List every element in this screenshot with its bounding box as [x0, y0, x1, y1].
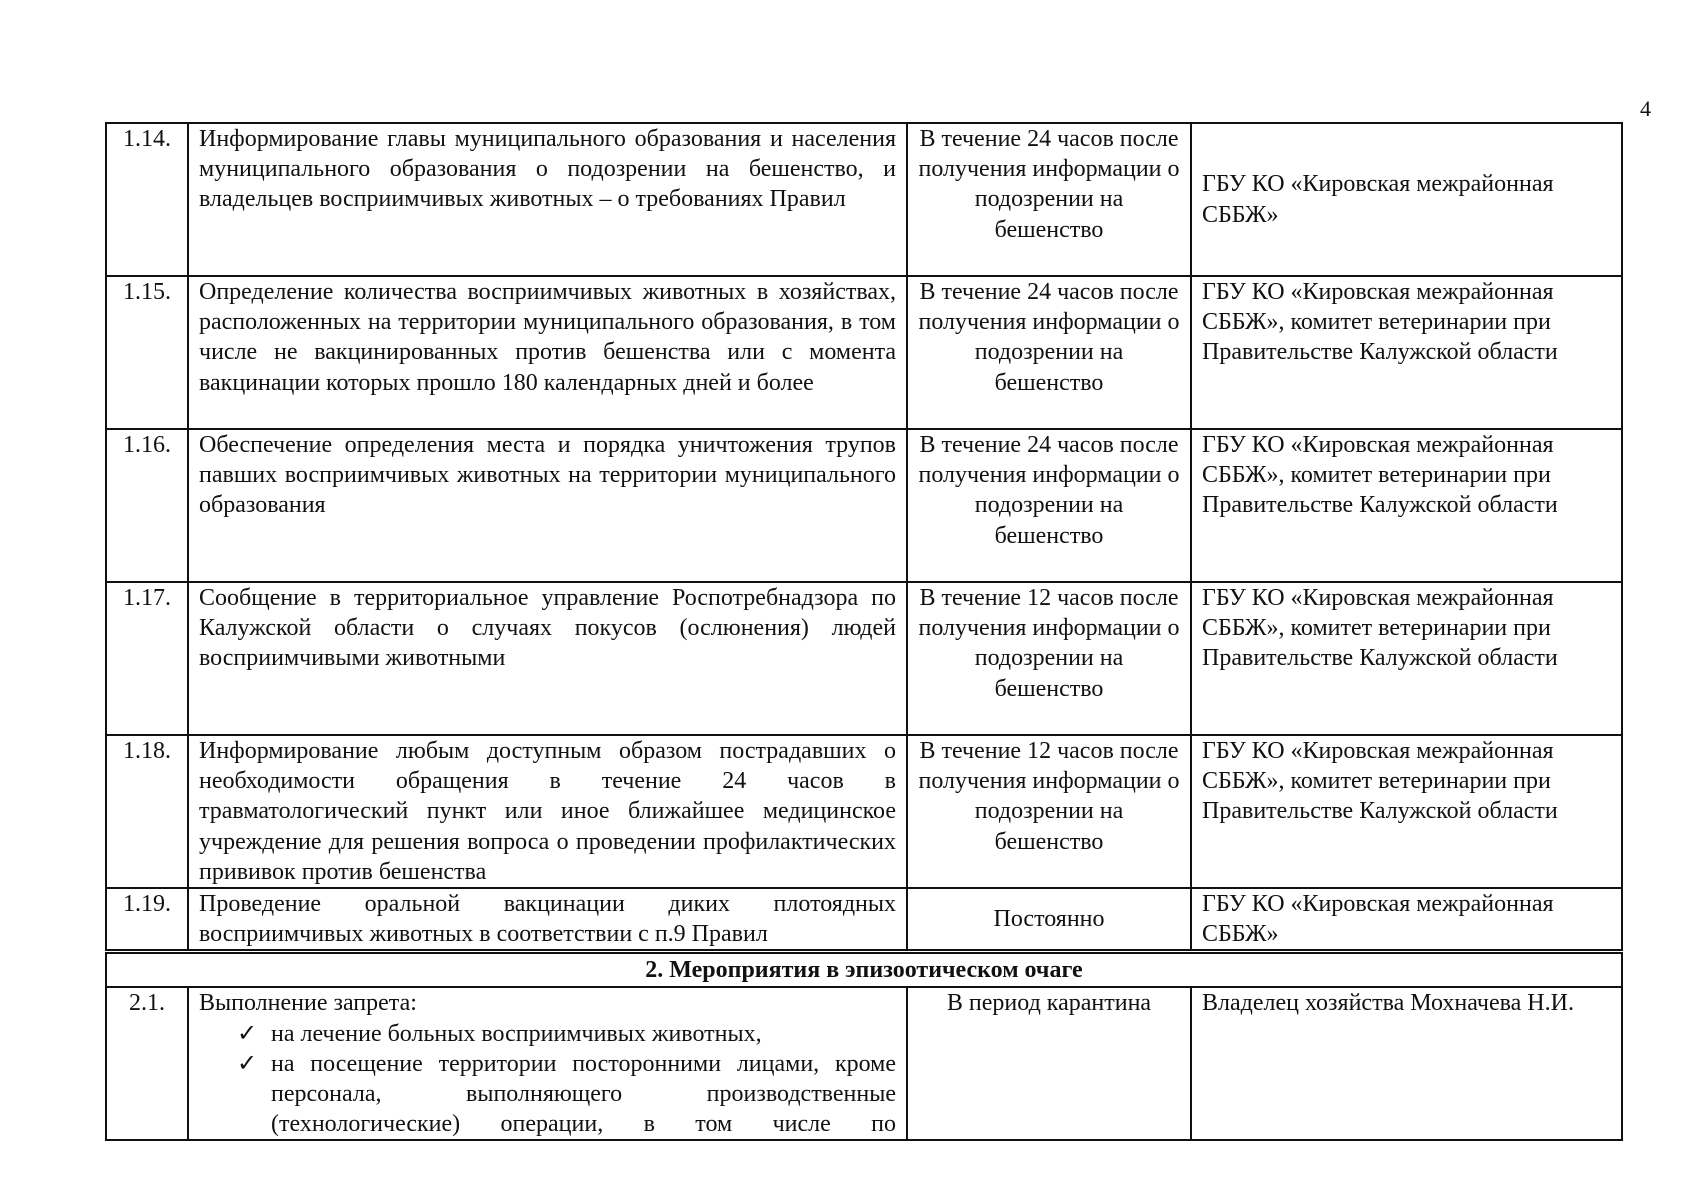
row-number: 2.1.	[106, 987, 188, 1140]
page-number: 4	[1640, 96, 1651, 121]
section-header-row	[106, 952, 1622, 988]
row-number: 1.15.	[106, 276, 188, 429]
row-number: 1.17.	[106, 582, 188, 735]
row-number: 1.18.	[106, 735, 188, 888]
action-cell: Сообщение в территориальное управление Роспотребнадзора по Калужской области о случаях покусов (ослюнения) людей восприимчивыми животными	[188, 582, 907, 735]
action-cell: Проведение оральной вакцинации диких плотоядных восприимчивых животных в соответствии с п.9 Правил	[188, 888, 907, 952]
deadline-cell: В течение 24 часов после получения информации о подозрении на бешенство	[907, 429, 1191, 582]
deadline-cell: В течение 12 часов после получения информации о подозрении на бешенство	[907, 735, 1191, 888]
responsible-cell: ГБУ КО «Кировская межрайонная СББЖ»	[1191, 123, 1622, 276]
deadline-cell: В течение 24 часов после получения информации о подозрении на бешенство	[907, 276, 1191, 429]
responsible-cell: ГБУ КО «Кировская межрайонная СББЖ», комитет ветеринарии при Правительстве Калужской области	[1191, 735, 1622, 888]
list-item-text: на лечение больных восприимчивых животных,	[271, 1020, 762, 1047]
action-intro: Выполнение запрета:	[199, 990, 417, 1017]
deadline-cell: Постоянно	[907, 888, 1191, 952]
checkmark-icon: ✓	[237, 1020, 258, 1047]
row-number: 1.16.	[106, 429, 188, 582]
row-number: 1.14.	[106, 123, 188, 276]
deadline-cell: В период карантина	[907, 987, 1191, 1140]
responsible-cell: ГБУ КО «Кировская межрайонная СББЖ»	[1191, 888, 1622, 952]
table-row	[106, 987, 1622, 1140]
list-item	[237, 1019, 896, 1049]
action-cell: Обеспечение определения места и порядка уничтожения трупов павших восприимчивых животных на территории муниципального образования	[188, 429, 907, 582]
responsible-cell: Владелец хозяйства Мохначева Н.И.	[1191, 987, 1622, 1140]
table-row	[106, 429, 1622, 582]
row-number: 1.19.	[106, 888, 188, 952]
action-cell: Информирование любым доступным образом пострадавших о необходимости обращения в течение 24 часов в травматологический пункт или иное ближайшее медицинское учреждение для решения вопроса о проведении профилактических прививок против бешенства	[188, 735, 907, 888]
table-row	[106, 735, 1622, 888]
deadline-cell: В течение 12 часов после получения информации о подозрении на бешенство	[907, 582, 1191, 735]
table-row	[106, 276, 1622, 429]
list-item-text: на посещение территории посторонними лицами, кроме персонала, выполняющего производственные (технологические) операции, в том числе по	[271, 1050, 896, 1138]
list-item	[237, 1049, 896, 1140]
deadline-cell: В течение 24 часов после получения информации о подозрении на бешенство	[907, 123, 1191, 276]
responsible-cell: ГБУ КО «Кировская межрайонная СББЖ», комитет ветеринарии при Правительстве Калужской области	[1191, 582, 1622, 735]
measures-table	[105, 122, 1623, 1141]
ban-list	[199, 1019, 896, 1140]
table-row	[106, 123, 1622, 276]
responsible-cell: ГБУ КО «Кировская межрайонная СББЖ», комитет ветеринарии при Правительстве Калужской области	[1191, 429, 1622, 582]
section-title: 2. Мероприятия в эпизоотическом очаге	[106, 952, 1622, 988]
action-cell: Информирование главы муниципального образования и населения муниципального образования о подозрении на бешенство, и владельцев восприимчивых животных – о требованиях Правил	[188, 123, 907, 276]
action-cell	[188, 987, 907, 1140]
checkmark-icon: ✓	[237, 1050, 258, 1077]
action-cell: Определение количества восприимчивых животных в хозяйствах, расположенных на территории муниципального образования, в том числе не вакцинированных против бешенства или с момента вакцинации которых прошло 180 календарных дней и более	[188, 276, 907, 429]
table-row	[106, 582, 1622, 735]
table-row	[106, 888, 1622, 952]
responsible-cell: ГБУ КО «Кировская межрайонная СББЖ», комитет ветеринарии при Правительстве Калужской области	[1191, 276, 1622, 429]
